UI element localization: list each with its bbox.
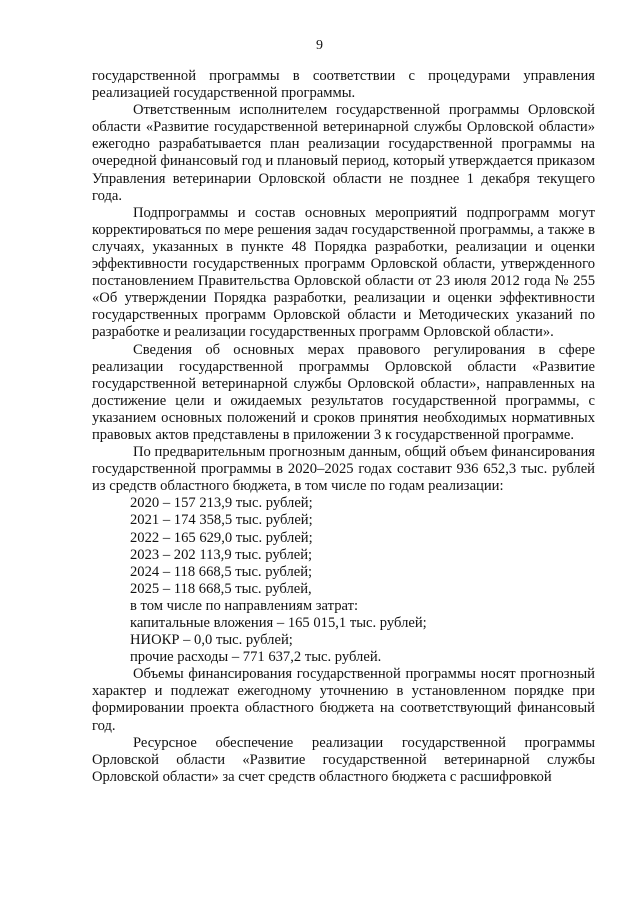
list-item-year: 2022 – 165 629,0 тыс. рублей; (130, 529, 313, 546)
paragraph-continuation: государственной программы в соответствии с процедурами управления реализацией государственной программы. (92, 68, 595, 102)
paragraph-financing-forecast: Объемы финансирования государственной программы носят прогнозный характер и подлежат ежегодному уточнению в установленном порядке при формировании проекта областного бюджета на соответствующий финансовый год. (92, 666, 595, 734)
list-item-direction: прочие расходы – 771 637,2 тыс. рублей. (130, 649, 382, 666)
paragraph-responsible-executor: Ответственным исполнителем государственной программы Орловской области «Развитие государственной ветеринарной службы Орловской области» ежегодно разрабатывается план реализации государственной программы на очередной финансовый год и плановый период, который утверждается приказом Управления ветеринарии Орловской области не позднее 1 декабря текущего года. (92, 102, 595, 204)
list-item-year: 2021 – 174 358,5 тыс. рублей; (130, 512, 313, 529)
list-item-direction: НИОКР – 0,0 тыс. рублей; (130, 632, 293, 649)
directions-intro: в том числе по направлениям затрат: (130, 597, 359, 614)
list-item-year: 2024 – 118 668,5 тыс. рублей; (130, 563, 313, 580)
list-item-year: 2023 – 202 113,9 тыс. рублей; (130, 546, 313, 563)
paragraph-resource-provision: Ресурсное обеспечение реализации государственной программы Орловской области «Развитие государственной ветеринарной службы Орловской области» за счет средств областного бюджета с расшифровкой (92, 734, 595, 785)
paragraph-financing-total: По предварительным прогнозным данным, общий объем финансирования государственной программы в 2020–2025 годах составит 936 652,3 тыс. рублей из средств областного бюджета, в том числе по годам реализации: (92, 444, 595, 495)
list-item-year: 2020 – 157 213,9 тыс. рублей; (130, 495, 313, 512)
list-item-direction: капитальные вложения – 165 015,1 тыс. рублей; (130, 615, 427, 631)
page-number: 9 (316, 38, 323, 53)
paragraph-legal-regulation: Сведения об основных мерах правового регулирования в сфере реализации государственной программы Орловской области «Развитие государственной ветеринарной службы Орловской области», направленных на достижение цели и ожидаемых результатов государственной программы, с указанием основных положений и сроков принятия необходимых нормативных правовых актов представлены в приложении 3 к государственной программе. (92, 341, 595, 443)
financing-by-direction-list (92, 615, 595, 666)
paragraph-subprograms: Подпрограммы и состав основных мероприятий подпрограмм могут корректироваться по мере решения задач государственной программы, а также в случаях, указанных в пункте 48 Порядка разработки, реализации и оценки эффективности государственных программ Орловской области, утвержденного постановлением Правительства Орловской области от 23 июля 2012 года № 255 «Об утверждении Порядка разработки, реализации и оценки эффективности государственных программ Орловской области и Методических указаний по разработке и реализации государственных программ Орловской области». (92, 204, 595, 341)
list-item-year: 2025 – 118 668,5 тыс. рублей, (130, 580, 312, 597)
document-body (92, 68, 595, 786)
financing-by-year-list (92, 495, 595, 598)
